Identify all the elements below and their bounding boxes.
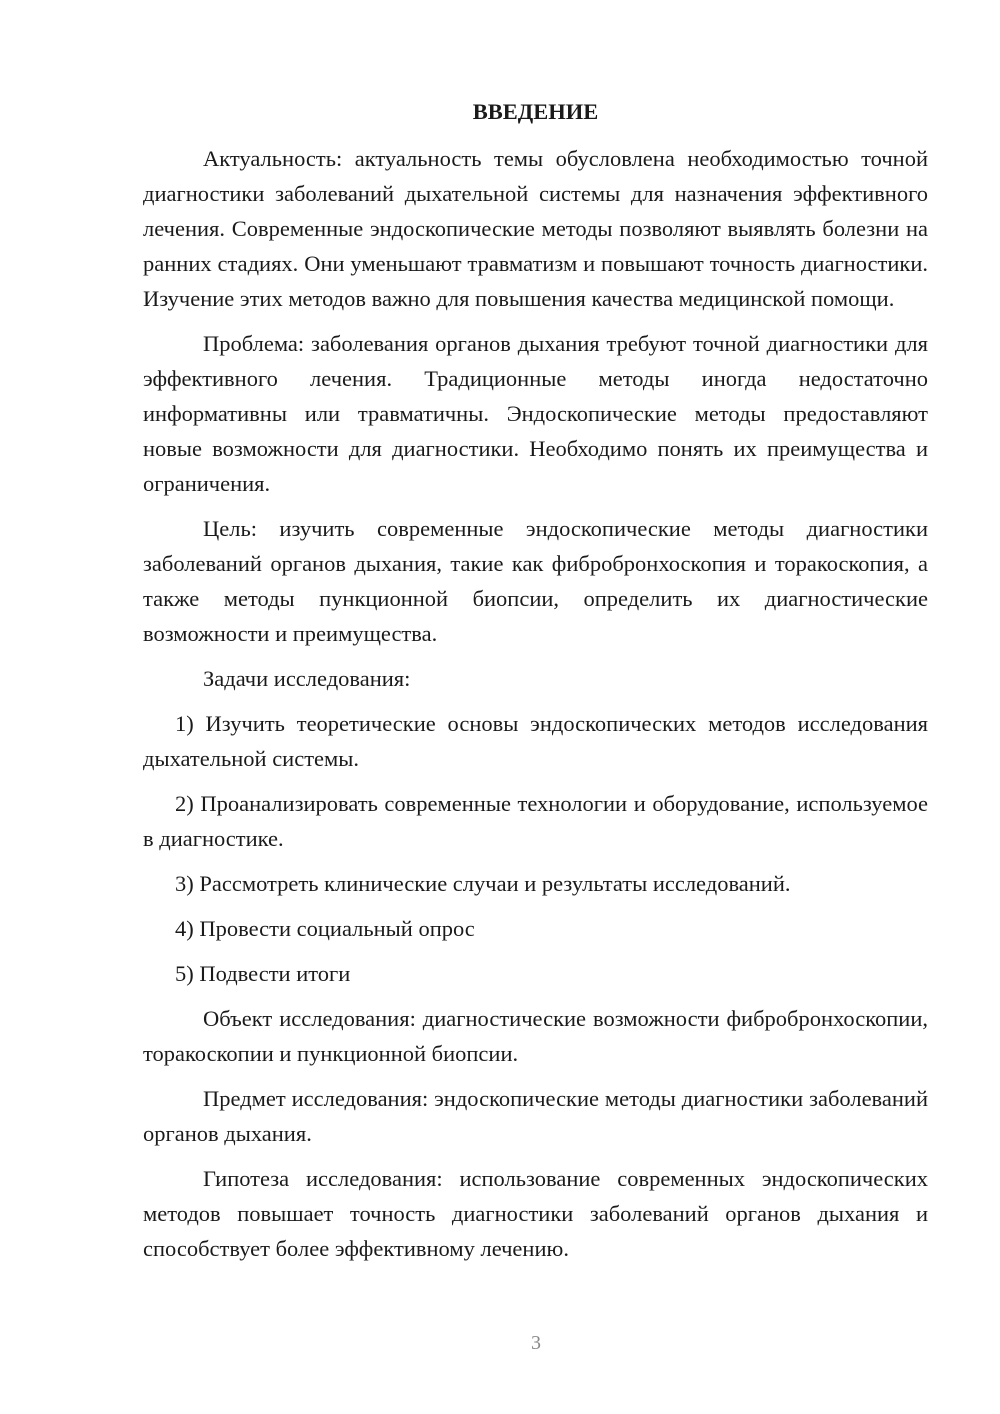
page-number: 3 — [531, 1332, 541, 1354]
paragraph-hypothesis: Гипотеза исследования: использование современных эндоскопических методов повышает точность диагностики заболеваний органов дыхания и способствует более эффективному лечению. — [143, 1166, 928, 1261]
paragraph-goal: Цель: изучить современные эндоскопические методы диагностики заболеваний органов дыхания, такие как фибробронхоскопия и торакоскопия, а также методы пункционной биопсии, определить их диагностические возможности и преимущества. — [143, 516, 928, 646]
section-title: ВВЕДЕНИЕ — [472, 99, 599, 124]
task-item-2: 2) Проанализировать современные технологии и оборудование, используемое в диагностике. — [143, 791, 928, 851]
task-item-5: 5) Подвести итоги — [175, 961, 351, 986]
task-item-4: 4) Провести социальный опрос — [175, 916, 475, 941]
paragraph-object: Объект исследования: диагностические возможности фибробронхоскопии, торакоскопии и пункционной биопсии. — [143, 1006, 928, 1066]
task-item-3: 3) Рассмотреть клинические случаи и результаты исследований. — [175, 871, 791, 896]
task-item-1: 1) Изучить теоретические основы эндоскопических методов исследования дыхательной системы. — [143, 711, 928, 771]
document-page — [143, 94, 928, 1276]
paragraph-problem: Проблема: заболевания органов дыхания требуют точной диагностики для эффективного лечения. Традиционные методы иногда недостаточно информативны или травматичны. Эндоскопические методы предоставляют новые возможности для диагностики. Необходимо понять их преимущества и ограничения. — [143, 331, 928, 496]
tasks-heading: Задачи исследования: — [203, 666, 411, 691]
paragraph-relevance: Актуальность: актуальность темы обусловлена необходимостью точной диагностики заболеваний дыхательной системы для назначения эффективного лечения. Современные эндоскопические методы позволяют выявлять болезни на ранних стадиях. Они уменьшают травматизм и повышают точность диагностики. Изучение этих методов важно для повышения качества медицинской помощи. — [143, 146, 928, 311]
paragraph-subject: Предмет исследования: эндоскопические методы диагностики заболеваний органов дыхания. — [143, 1086, 928, 1146]
